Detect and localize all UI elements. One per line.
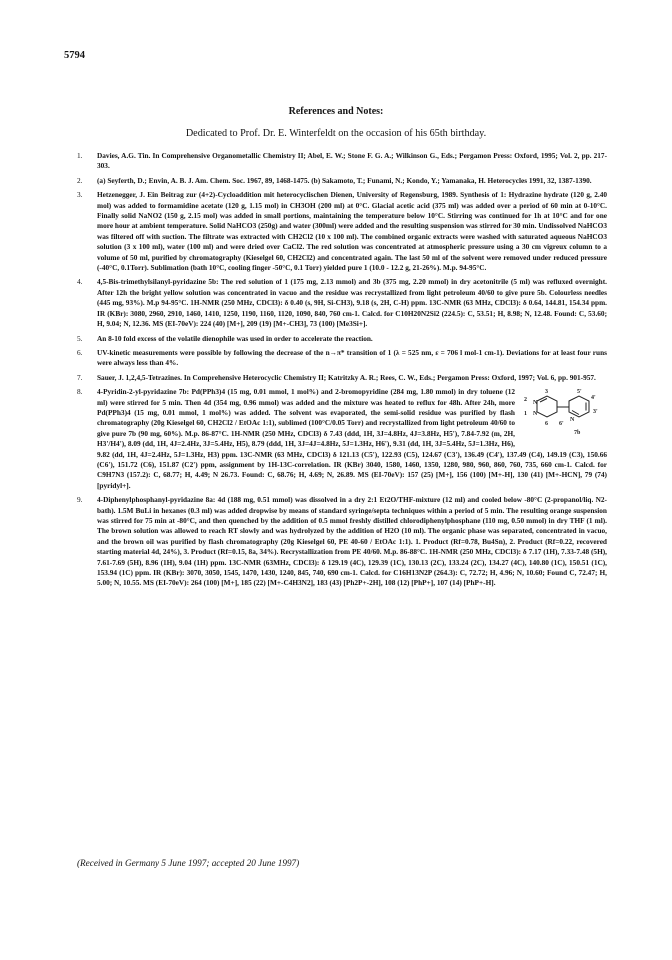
reference-note	[77, 495, 607, 589]
atom-label: N	[533, 411, 538, 418]
note-number: 2.	[77, 175, 83, 185]
note-number: 7.	[77, 372, 83, 382]
position-label: 3'	[593, 409, 598, 416]
page-number: 5794	[64, 50, 85, 61]
note-number: 5.	[77, 333, 83, 343]
atom-label: N	[570, 417, 575, 424]
note-text: Davies, A.G. Tin. In Comprehensive Organometallic Chemistry II; Abel, E. W.; Stone F. G. A.; Wilkinson G., Eds.; Pergamon Press: Oxford, 1995; Vol. 2, pp. 217-303.	[97, 151, 607, 171]
note-number: 1.	[77, 151, 83, 160]
reference-note	[77, 334, 607, 344]
position-label: 3	[545, 389, 548, 396]
reference-note	[77, 190, 607, 273]
reference-note	[77, 176, 607, 186]
note-text: 4-Diphenylphosphanyl-pyridazine 8a: 4d (188 mg, 0.51 mmol) was dissolved in a dry 2:1 Et2O/THF-mixture (12 ml) and cooled below -80°C (2-propanol/liq. N2-bath). 1.5M BuLi in hexanes (0.3 ml) was added dropwise by means of standard syringe/septa techniques within a period of 5 min. The resulting orange suspension was stirred for 75 min at -80°C, and then quenched by the addition of 0.5 mmol freshly distilled chlorodiphenylphosphane (110 mg, 0.50 mmol) in dry THF (1 ml). The brown solution was allowed to reach RT slowly and was hydrolyzed by the addition of H2O (10 ml). The organic phase was separated, concentrated in vacuo, and the brown oil was purified by flash chromatography (20g Kieselgel 60, PE 40-60 / EtOAc 1:1). 1. Product (Rf=0.78, Bu4Sn), 2. Product (Rf=0.22, recovered starting material 4d, 24%), 3. Product (Rf=0.15, 8a, 34%). Recrystallization from PE 40/60. M.p. 86-88°C. 1H-NMR (250 MHz, CDCl3): δ 7.17 (1H), 7.33-7.48 (5H), 7.61-7.69 (5H), 8.96 (1H), 9.04 (1H) ppm. 13C-NMR (63MHz, CDCl3): δ 129.19 (4C), 129.39 (1C), 130.13 (2C), 133.24 (2C), 134.27 (4C), 140.80 (1C), 150.51 (1C), 153.94 (1C) ppm. IR (KBr): 3070, 3050, 1545, 1470, 1430, 1240, 845, 740, 690 cm-1. Calcd. for C16H13N2P (264.3): C, 72.72; H, 4.96; N, 10.60; Found C, 72.47; H, 5.00; N, 10.55. MS (EI-70eV): 264 (100) [M+], 185 (22) [M+-C4H3N2], 183 (43) [Ph2P+-2H], 108 (12) [PhP+], 107 (14) [PhP+-H].	[97, 495, 607, 588]
reference-note	[77, 348, 607, 369]
atom-label: N	[533, 400, 538, 407]
note-text: UV-kinetic measurements were possible by following the decrease of the n→π* transition of 1 (λ = 525 nm, ε = 706 l mol-1 cm-1). Deviations for at least four runs were always less than 4%.	[97, 347, 607, 368]
dedication: Dedicated to Prof. Dr. E. Winterfeldt on the occasion of his 65th birthday.	[185, 128, 487, 139]
reference-note	[77, 277, 607, 329]
note-number: 6.	[77, 347, 83, 357]
received-date: (Received in Germany 5 June 1997; accepted 20 June 1997)	[77, 858, 300, 868]
bipyridyl-structure	[523, 387, 607, 439]
reference-note	[77, 373, 607, 383]
position-label: 6'	[559, 421, 564, 428]
position-label: 4'	[591, 395, 596, 402]
note-number: 4.	[77, 277, 83, 287]
position-label: 6	[545, 421, 548, 428]
position-label: 1	[524, 411, 527, 418]
compound-label: 7b	[574, 430, 581, 437]
note-text: 4,5-Bis-trimethylsilanyl-pyridazine 5b: The red solution of 1 (175 mg, 2.13 mmol) and 3b (375 mg, 2.20 mmol) in dry acetonitrile (5 ml) was refluxed overnight. After 12h the bright yellow solution was concentrated in vacuo and the residue was recrystallized from light petroleum 40/60 to give pure 5b. Colourless needles (445 mg, 93%). M.p 94-95°C. 1H-NMR (250 MHz, CDCl3): δ 0.40 (s, 9H, Si-CH3), 9.18 (s, 2H, C-H) ppm. 13C-NMR (63 MHz, CDCl3): δ 0.64, 144.81, 154.34 ppm. IR (KBr): 3080, 2960, 2910, 1460, 1410, 1250, 1190, 1160, 1120, 1090, 840, 760 cm-1. Calcd. for C10H20N2Si2 (224.5): C, 53.51; H, 8.98; N, 12.48. Found: C, 53.60; H, 9.04; N, 12.36. MS (EI-70eV): 224 (40) [M+], 209 (19) [M+-CH3], 73 (100) [Me3Si+].	[97, 277, 607, 329]
reference-list	[77, 151, 607, 593]
structure-diagram-7b	[523, 387, 607, 439]
reference-note	[77, 151, 607, 172]
position-label: 5'	[577, 389, 582, 396]
note-number: 8.	[77, 387, 83, 397]
note-text: Sauer, J. 1,2,4,5-Tetrazines. In Comprehensive Heterocyclic Chemistry II; Katritzky A. R.; Rees, C. W., Eds.; Pergamon Press: Oxford, 1997; Vol. 6, pp. 901-957.	[97, 372, 596, 382]
note-text: Hetzenegger, J. Ein Beitrag zur (4+2)-Cycloaddition mit heterocyclischen Dienen, University of Regensburg, 1989. Synthesis of 1: Hydrazine hydrate (120 g, 2.40 mol) was added to formamidine acetate (120 g, 1.15 mol) in CH3OH (200 ml) at 0°C. Glacial acetic acid (375 ml) was added over a period of 60 min at 0-10°C. Finally solid NaNO2 (150 g, 2.15 mol) was added in small portions, maintaining the temperature below 10°C. Stirring was continued for 1h at 10°C and for one more hour at ambient temperature. Solid NaHCO3 (250g) and water (300ml) were added and the resulting suspension was stirred for 30 min. Undissolved NaHCO3 was filtered off with suction. The filtrate was extracted with CH2Cl2 (10 x 100 ml). The combined organic extracts were washed with saturated aqueous NaHCO3 solution (3 x 100 ml), water (100 ml) and were dried over CaCl2. The red solution was concentrated at atmospheric pressure using a 30 cm vigreux column to a volume of 50 ml, purified by chromatography (Kieselgel 60, CH2Cl2) and concentrated again. The last 50 ml of the solvent were removed under reduced pressure (-40°C, 0.1Torr). Sublimation (bath 10°C, cooling finger -50°C, 0.1 Torr) yielded pure 1 (10.0 - 12.2 g, 21-26%). M.p. 94-95°C.	[97, 190, 607, 273]
note-text: An 8-10 fold excess of the volatile dienophile was used in order to accelerate the reaction.	[97, 333, 373, 343]
reference-note	[77, 387, 607, 491]
section-heading: References and Notes:	[288, 106, 384, 117]
note-number: 3.	[77, 190, 83, 200]
position-label: 2	[524, 397, 527, 404]
pyridazine-ring	[537, 396, 557, 417]
note-text: 4-Pyridin-2-yl-pyridazine 7b: Pd(PPh3)4 (15 mg, 0.01 mmol, 1 mol%) and 2-bromopyridine (284 mg, 1.80 mmol) in dry toluene (12 ml) were stirred for 5 min. Then 4d (354 mg, 0.96 mmol) was added and the mixture was heated to reflux for 48h. After 24h, more Pd(PPh3)4 (15 mg, 0.01 mmol, 1 mol%) was added. The solvent was evaporated, the semi-solid residue was purified by flash chromatography (20g Kieselgel 60, CH2Cl2 / EtOAc 1:1), sublimed (100°C/0.05 Torr) and recrystallized from light petroleum 40/60 to give pure 7b (90 mg, 60%). M.p. 86-87°C. 1H-NMR (250 MHz, CDCl3) δ 7.43 (ddd, 1H, 3J=4.8Hz, 4J=3.8Hz, H5'), 7.84-7.92 (m, 2H, H3'/H4'), 8.09 (dd, 1H, 4J=2.4Hz, 3J=5.4Hz, H5), 8.79 (ddd, 1H, 3J=4J=4.8Hz, 5J=1.3Hz, H6'), 9.31 (dd, 1H, 3J=5.4Hz, 5J=1.3Hz, H6), 9.82 (dd, 1H, 4J=2.4Hz, 5J=1.3Hz, H3) ppm. 13C-NMR (63 MHz, CDCl3) δ 121.13 (C5'), 122.93 (C5), 124.67 (C3'), 136.49 (C4'), 137.49 (C4), 149.19 (C3), 150.66 (C6'), 151.72 (C6), 151.87 (C2') ppm, assignment by 1H-13C-correlation. IR (KBr) 3040, 1580, 1460, 1350, 1280, 980, 960, 860, 760, 735, 660 cm-1. Calcd. for C9H7N3 (157.2): C, 68.77; H, 4.49; N 26.73. Found: C, 68.76; H, 4.69; N, 26.89. MS (EI-70eV): 157 (25) [M+], 156 (100) [M+-H], 130 (41) [M+-HCN], 79 (74) [pyridyl+].	[97, 387, 607, 490]
note-text: (a) Seyferth, D.; Envin, A. B. J. Am. Chem. Soc. 1967, 89, 1468-1475. (b) Sakamoto, T.; Funami, N.; Kondo, Y.; Yamanaka, H. Heterocycles 1991, 32, 1387-1390.	[97, 175, 592, 185]
note-number: 9.	[77, 495, 83, 505]
